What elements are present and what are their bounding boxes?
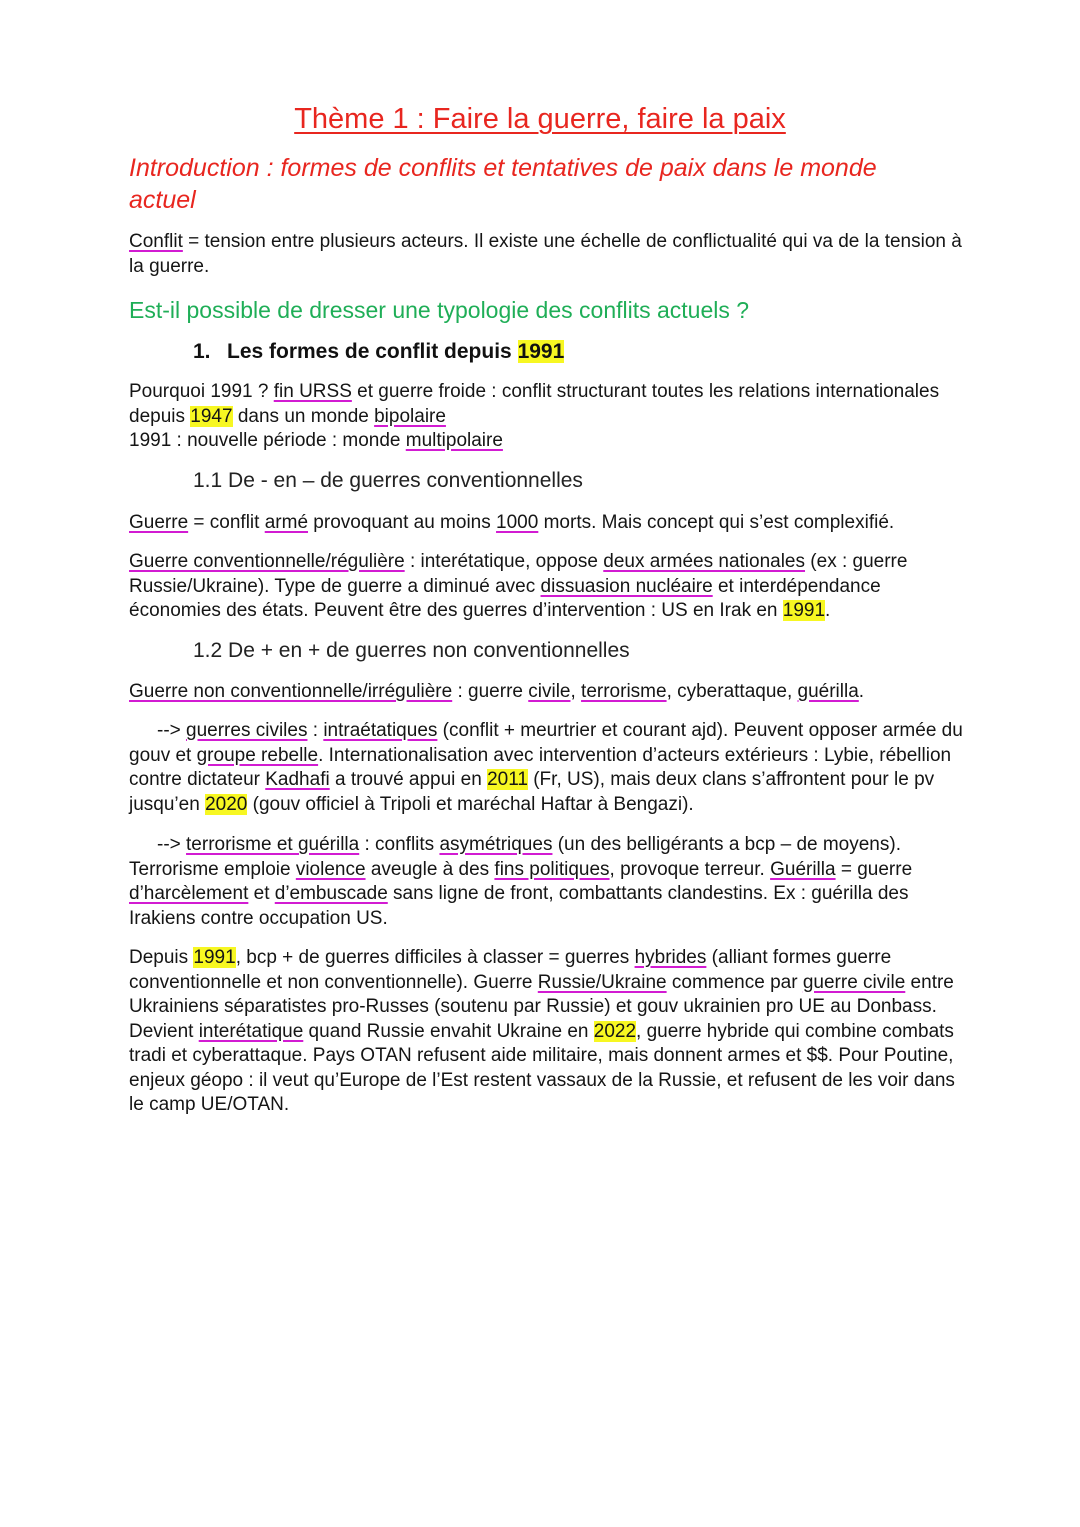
- paragraph-conflit: Conflit = tension entre plusieurs acteurs. Il existe une échelle de conflictualité qui va de la tension à la guerre.: [129, 231, 962, 277]
- paragraph-guerre-conventionnelle: Guerre conventionnelle/régulière : interétatique, oppose deux armées nationales (ex : guerre Russie/Ukraine). Type de guerre a diminué avec dissuasion nucléaire et interdépendance économies des états. Peuvent être des guerres d’intervention : US en Irak en 1991.: [129, 551, 908, 621]
- document-title: Thème 1 : Faire la guerre, faire la paix: [294, 103, 786, 135]
- introduction-title: Introduction : formes de conflits et tentatives de paix dans le monde actuel: [129, 154, 877, 214]
- paragraph-non-conventionnelle: Guerre non conventionnelle/irrégulière : guerre civile, terrorisme, cyberattaque, guérilla.: [129, 681, 865, 702]
- paragraph-terrorisme-guerilla: --> terrorisme et guérilla : conflits asymétriques (un des belligérants a bcp – de moyens). Terrorisme emploie violence aveugle à des fins politiques, provoque terreur. Guérilla = guerre d’harcèlement et d’embuscade sans ligne de front, combattants clandestins. Ex : guérilla des Irakiens contre occupation US.: [129, 834, 913, 929]
- paragraph-pourquoi: Pourquoi 1991 ? fin URSS et guerre froide : conflit structurant toutes les relations internationales depuis 1947 dans un monde bipolaire 1991 : nouvelle période : monde multipolaire: [129, 381, 940, 451]
- question-heading: Est-il possible de dresser une typologie des conflits actuels ?: [129, 297, 750, 323]
- paragraph-guerres-civiles: --> guerres civiles : intraétatiques (conflit + meurtrier et courant ajd). Peuvent opposer armée du gouv et groupe rebelle. Internationalisation avec intervention d’acteurs extérieurs : Lybie, rébellion contre dictateur Kadhafi a trouvé appui en 2011 (Fr, US), mais deux clans s’affrontent pour le pv jusqu’en 2020 (gouv officiel à Tripoli et maréchal Haftar à Bengazi).: [129, 720, 963, 815]
- paragraph-guerre: Guerre = conflit armé provoquant au moins 1000 morts. Mais concept qui s’est complexifié.: [129, 512, 895, 533]
- section-1-2-heading: 1.2 De + en + de guerres non conventionnelles: [193, 639, 630, 662]
- section-1-1-heading: 1.1 De - en – de guerres conventionnelles: [193, 469, 583, 492]
- section-1-heading: 1. Les formes de conflit depuis 1991: [193, 340, 565, 363]
- paragraph-guerres-hybrides: Depuis 1991, bcp + de guerres difficiles à classer = guerres hybrides (alliant formes guerre conventionnelle et non conventionnelle). Guerre Russie/Ukraine commence par guerre civile entre Ukrainiens séparatistes pro-Russes (soutenu par Russie) et gouv ukrainien pro UE au Donbass. Devient interétatique quand Russie envahit Ukraine en 2022, guerre hybride qui combine combats tradi et cyberattaque. Pays OTAN refusent aide militaire, mais donnent armes et $$. Pour Poutine, enjeux géopo : il veut qu’Europe de l’Est restent vassaux de la Russie, et refusent de les voir dans le camp UE/OTAN.: [129, 947, 955, 1115]
